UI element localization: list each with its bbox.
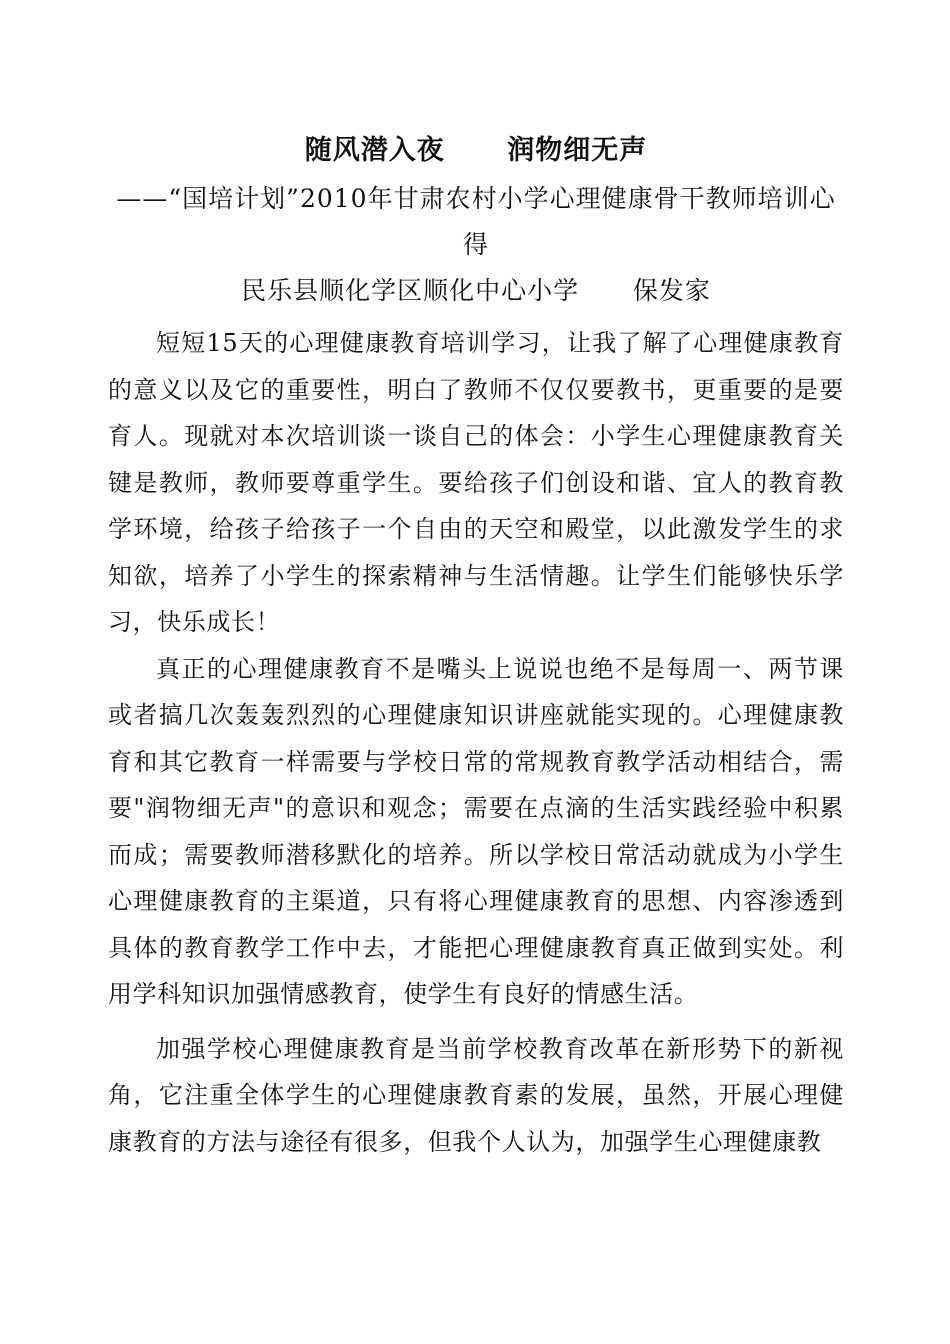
author-byline: 民乐县顺化学区顺化中心小学 保发家 bbox=[241, 276, 711, 305]
document-page bbox=[108, 128, 844, 1165]
document-title: 随风潜入夜 润物细无声 bbox=[304, 135, 648, 166]
body-paragraph-1: 短短15天的心理健康教育培训学习，让我了解了心理健康教育的意义以及它的重要性，明白了教师不仅仅要教书，更重要的是要育人。现就对本次培训谈一谈自己的体会：小学生心理健康教育关键是教师，教师要尊重学生。要给孩子们创设和谐、宜人的教育教学环境，给孩子给孩子一个自由的天空和殿堂，以此激发学生的求知欲，培养了小学生的探索精神与生活情趣。让学生们能够快乐学习，快乐成长！ bbox=[108, 329, 844, 636]
document-subtitle: ——“国培计划”2010年甘肃农村小学心理健康骨干教师培训心得 bbox=[116, 184, 836, 259]
body-paragraph-3: 加强学校心理健康教育是当前学校教育改革在新形势下的新视角，它注重全体学生的心理健康教育素的发展，虽然，开展心理健康教育的方法与途径有很多，但我个人认为，加强学生心理健康教 bbox=[108, 1034, 844, 1156]
body-paragraph-2: 真正的心理健康教育不是嘴头上说说也绝不是每周一、两节课或者搞几次轰轰烈烈的心理健康知识讲座就能实现的。心理健康教育和其它教育一样需要与学校日常的常规教育教学活动相结合，需要"润物细无声"的意识和观念；需要在点滴的生活实践经验中积累而成；需要教师潜移默化的培养。所以学校日常活动就成为小学生心理健康教育的主渠道，只有将心理健康教育的思想、内容渗透到具体的教育教学工作中去，才能把心理健康教育真正做到实处。利用学科知识加强情感教育，使学生有良好的情感生活。 bbox=[108, 654, 844, 1008]
